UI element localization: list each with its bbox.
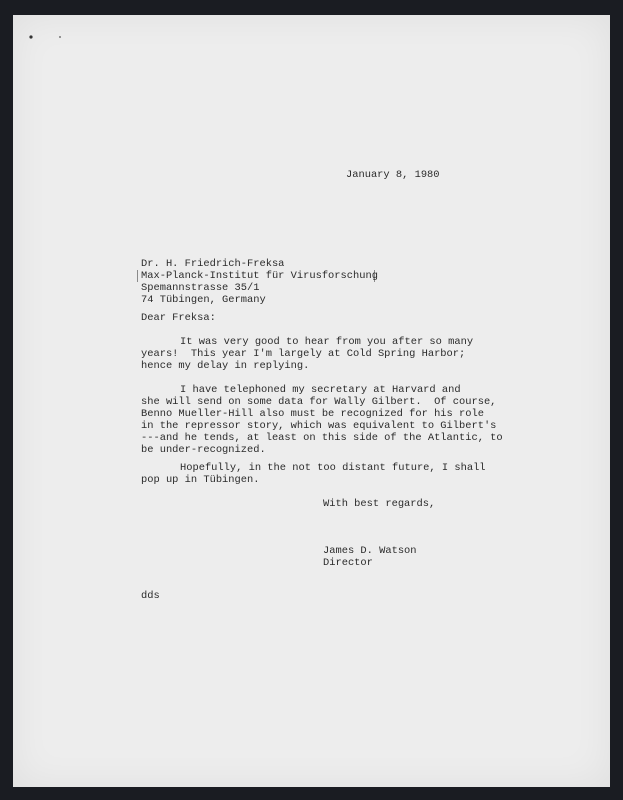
letter-page	[13, 15, 610, 787]
recipient-city: 74 Tübingen, Germany	[141, 294, 266, 306]
paragraph-3-line-1: Hopefully, in the not too distant future, I shall	[180, 462, 486, 474]
paragraph-2-line-5: ---and he tends, at least on this side of the Atlantic, to	[141, 432, 503, 444]
paragraph-1-line-3: hence my delay in replying.	[141, 360, 310, 372]
signer-title: Director	[323, 557, 373, 569]
paragraph-2-line-2: she will send on some data for Wally Gilbert. Of course,	[141, 396, 497, 408]
paragraph-2-line-3: Benno Mueller-Hill also must be recognized for his role	[141, 408, 484, 420]
paragraph-1-line-1: It was very good to hear from you after so many	[180, 336, 474, 348]
paragraph-1-line-2: years! This year I'm largely at Cold Spring Harbor;	[141, 348, 466, 360]
letter-date: January 8, 1980	[346, 169, 440, 181]
salutation: Dear Freksa:	[141, 312, 216, 324]
paragraph-2-line-6: be under-recognized.	[141, 444, 266, 456]
paragraph-3-line-2: pop up in Tübingen.	[141, 474, 260, 486]
closing: With best regards,	[323, 498, 436, 510]
recipient-institution: Max-Planck-Institut für Virusforschung	[141, 270, 378, 282]
recipient-street: Spemannstrasse 35/1	[141, 282, 260, 294]
paper-specks	[29, 33, 69, 41]
paragraph-2-line-4: in the repressor story, which was equivalent to Gilbert's	[141, 420, 497, 432]
typist-initials: dds	[141, 590, 160, 602]
paragraph-2-line-1: I have telephoned my secretary at Harvard and	[180, 384, 461, 396]
signer-name: James D. Watson	[323, 545, 417, 557]
recipient-name: Dr. H. Friedrich-Freksa	[141, 258, 285, 270]
